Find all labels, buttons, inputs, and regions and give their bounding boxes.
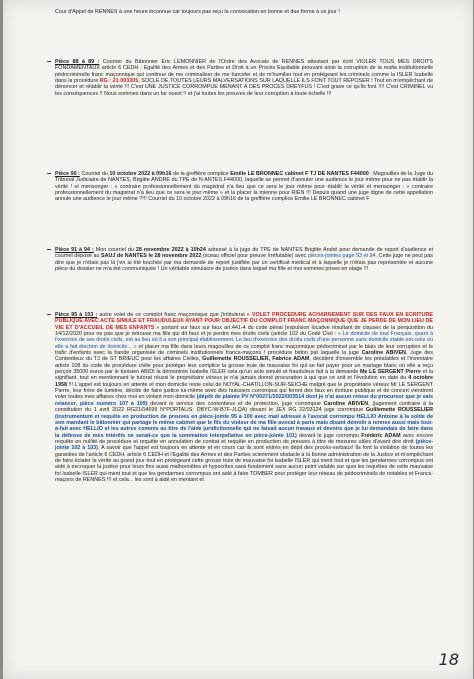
text-run: Courriel du	[79, 171, 110, 177]
date: 4 octobre 1958	[55, 375, 433, 388]
bullet-dash	[47, 61, 51, 62]
text-run: de la greffière complice	[171, 171, 231, 177]
person-name: Guillemette ROUSSELIER	[365, 407, 434, 414]
instrumentum-reference: (instrumentum et requête en production de preuves en pièce-jointe 95 à 100 avec mail adressé à l'avocat corrompu HELLIO Antoine à la solde de son mandant le bâtonnier qui partage le même cabinet que le fils du violeur de ma fille avocat à paris mais disant démolir à rennes aussi mais tout-à-fait avec HELLIO et les autres commis au titre de l'aide juridictionnelle qui ne faisait aucun travaux et devoirs que je lui demandais de faire dans la défense de mes intérêts ne serait-ce que la sommation interpellative en pièce-jointe 101)	[55, 413, 433, 439]
text-run: devant le juge corrompu	[296, 432, 362, 439]
handwritten-page-number: 18	[438, 650, 459, 669]
attachments-ref: pièces-jointes page 93 et 94	[307, 253, 376, 260]
text-run: Mon courriel du	[93, 247, 136, 253]
text-run: !!! L'appel est toujours en attente et mon domicile reste celui de NOYAL-CHATILLON-SUR-SEICHE malgré que le propriétaire véreux Mr LE SERGENT Pierre, leur frère de lumière, décide de faire justice lui-même avec des huissiers corrompus qui feront des faux en écriture publique et de concert viendront voler toutes mes affaires chez moi en violant mon domicile	[55, 381, 433, 401]
paragraph-continuation	[55, 9, 433, 15]
date: 10 octobre 2022 à 09h16	[109, 171, 172, 177]
person-name: Me LE SERGENT Pierre	[359, 369, 421, 376]
volet-title: « VOLET PROCEDURE ACHARNEMENT SUR DES FAUX EN ECRITURE PUBLIQUE AVEC ACTE SIMULE ET FRAUDULEUX AYANT POUR OBJECTIF DU COMPLOT FRANC MAÇONNIQUE QUE JE PERDE DE MON LIEU DE VIE ET D'ACCUEIL DE MES ENFANTS	[55, 312, 433, 331]
text-run: : Magouilles de la Juge du Tribunal Judiciaire de NANTES, Brigitte ANDRE du TPE de N ANTES F44000, laquelle se permet d'annuler une audience le jour même pour ne pas établir la vérité ! et mensonger : « contraire professionnellement du magistrat n'a lieu que ce sera le jour même pour établir la vérité et mensonger : « contraire professionnellement du magistrat n'a lieu que ce sera le jour même » et la placer la mienne pour RIEN !!! Depuis quand une juge digne de cette appellation annule une audience le jour même ?!!! Courriel du 10 octobre 2022 à 09h16 de la greffière complice Emilie LE BRONNEC cabinet F	[55, 171, 433, 203]
attachments-ref: (pièce-jointe 102 à 103)	[55, 438, 433, 452]
text-run: et placer ma fille dans leurs magouilles de ce complot franc maçonnique pédocriminel par le biais de leur corruption et le trafic d'enfants avec la bande organisée de criminels institutionnels francs-maçons ! procédure bidon par laquelle la juge	[55, 343, 433, 357]
exhibit-label: Pièce 95 à 103 :	[55, 312, 98, 318]
person-name: Frédéric ADAM	[361, 432, 401, 439]
paragraph-text	[55, 9, 433, 15]
text-run: je n'ai jamais donné procuration à qui que ce soit et l'évolution en date du	[224, 375, 409, 382]
date: 28 novembre 2022 à 10h24	[135, 247, 206, 253]
paragraph-text	[55, 312, 433, 483]
bullet-dash	[47, 249, 51, 250]
exhibit-label: Pièce 88 à 89 :	[55, 59, 100, 65]
exhibit-label: Pièce 91 à 94 :	[55, 247, 94, 253]
text-run: avril 2022 RG21/04699 N°PORTALIS: DBYC-W-B7F-JLQA) devant le JEX RG 22/03124 juge corrompue	[96, 407, 366, 414]
exhibit-label: Pièce 90 :	[55, 171, 80, 177]
bullet-dash	[47, 314, 51, 315]
case-reference: RG : 21 003305	[99, 78, 139, 85]
person-name: Caroline ABIVEN	[361, 350, 406, 357]
text-run: , (jugement contraire à la constitution du 1	[55, 400, 433, 414]
text-run: adressé à la juge du TPE de NANTES Brigitte André pour demande de report d'audience et courriel déposé au	[55, 247, 433, 260]
bullet-dash	[47, 173, 51, 174]
paragraph-text	[55, 247, 433, 272]
exhibit-90	[55, 171, 433, 203]
text-run: . Cette juge ne peut pas dire que je n'étais pas là j'en ai été touchée par ma demande de report justifiée par un certificat médical et à laquelle je n'étais pas représentée et aucune pièce du dossier ne m'a été communiquée ! Un véritable simulacre de justice dans lequel ma fille et moi sommes prises en otage !!!	[55, 253, 433, 273]
text-run: » portant sur faux sur faux art.441-4 du code pénal (expulsion locative résultant de clauses de la perquisition du 14/12/2020 pour ne pas que je retrouve ma fille qui dit faux et je perdre mes droits civils (article 102 du Code Civil :	[55, 324, 433, 338]
text-run: Courrier du Bâtonnier Eric LEMONNIER de l'Ordre des Avocats de RENNES attestant par écrit VIOLER TOUS MES DROITS FONDAMENTAUX article 6 CEDH : Egalité des Armes et des Parties et Droit à un Procès Equitable prouvant ainsi la corruption de la mafia institutionnelle pédocriminelle franc maçonnique qui continue de me criminaliser de me harceler et de m'humilier tout en protégeant les criminels comme la ISLER Isabelle dans la procédure	[55, 59, 433, 85]
text-run: Cour d'Appel de RENNES à une heure inconnue car toujours pas reçu la convocation en bonne et due forme à ce jour !	[55, 9, 340, 15]
person-name: Emilie LE BRONNEC cabinet F TJ DE NANTES F44000	[230, 171, 369, 177]
text-run: et la signifiant, tout en mentionnant le tutorat réussi le propriétaire véreux	[55, 369, 433, 382]
exhibit-91-94	[55, 247, 433, 272]
sauj-deposit: SAUJ de NANTES le 28 novembre 2022	[100, 253, 202, 260]
paragraph-text	[55, 59, 433, 97]
person-name: Guillemette ROUSSELIER, Fabrice ADAM	[202, 356, 310, 363]
text-run: (sceau officiel pour preuve irréfutable) avec	[201, 253, 308, 260]
complaint-reference: (dépôt de plainte PV N°00271/2022/003514 dont je n'ai aucun retour du procureur que je vais relancer, pièce numéro 107 à 109)	[55, 394, 433, 407]
text-run: . A savoir que l'appel est toujours en attente et en cours car ils sont entrés en dépit des procès-verbaux! Ils font la violation de toutes les garanties de l'article 6 CEDH, article 6 CEDH et l'Egalité des Armes et des Parties sciemment obstacle à la bonne administration de la Justice et m'empêchant de faire éclater la vérité au grand jour tout en protégeant cette grosse truie de mauvaise foi Isabelle ISLER qui ment tout et que les gendarmes corrompus ont aidé à escroquer la justice pour leurs fins aussi malhonnêtes et hypocrites sans fondement sans aucun point valable sur quoi les requêtes de cette mauvaise foi Isabelle ISLER qui ment tout et que les gendarmes corrompus ont aidé à faire TOMBER pour protéger leur réseau de pédocriminels de notables et Francs-maçons de RENNES !!! et cela... les sont à aidé en mentant et	[55, 445, 433, 483]
civil-code-quote: « Le domicile de tout Français, quant à l'exercice de ses droits civils, est au lieu où il a son principal établissement. Le lieu d'exercice des droits civils d'une personne sans domicile stable est celui où elle a fait élection de domicile... »	[55, 331, 433, 350]
text-run: , Juge des Contentieux du TJ de ST BRIEUC pour les affaires Civiles,	[55, 350, 434, 363]
text-run: autre volet de ce complot franc maçonnique que j'intitulerai	[97, 312, 247, 318]
person-name: Caroline ABIVEN	[323, 400, 369, 407]
text-run: avec encore requête en nullité de procédure et requête en annulation de contrat et requête en production de preuves à titre de mesures utiles d'avant dire droit	[55, 432, 433, 445]
exhibit-95-103	[55, 312, 433, 483]
text-run: , décident d'ensemble les préalables et l'inventaire article 108 du code de procédure civile pour protéger leur complice la grosse truie de mauvaise foi qui se fait payer pour un mariage blanc où elle a reçu perçoir 35000 euros par le tunisien ABIDI la démontrée Isabelle ISLER cela qu'un acte simulé et frauduleux fait à la demande	[55, 356, 433, 376]
paragraph-text	[55, 171, 433, 203]
document-page	[3, 0, 473, 679]
exhibit-88-89	[55, 59, 433, 97]
text-run: devant le service des contentieux et de protection, juge corrompue	[147, 400, 324, 407]
text-run: , SOCLE DE TOUTES LEURS MALVERSATIONS SUR LAQUELLE ILS FONT TOUT REPOSER ! Tout en m'empêchant de dénoncer et rétablir la vérité !!! C'est UNE JUSTICE CORROMPUE MENANT A DES PROCES DREYFUS ! C'est grave ce qu'ils font !!!! C'est CRIMINEL vu les conséquences !! Nous sommes dans un far ouest !! et j'ai toutes les preuves de leur corruption à toute échelle !!!	[55, 78, 434, 97]
